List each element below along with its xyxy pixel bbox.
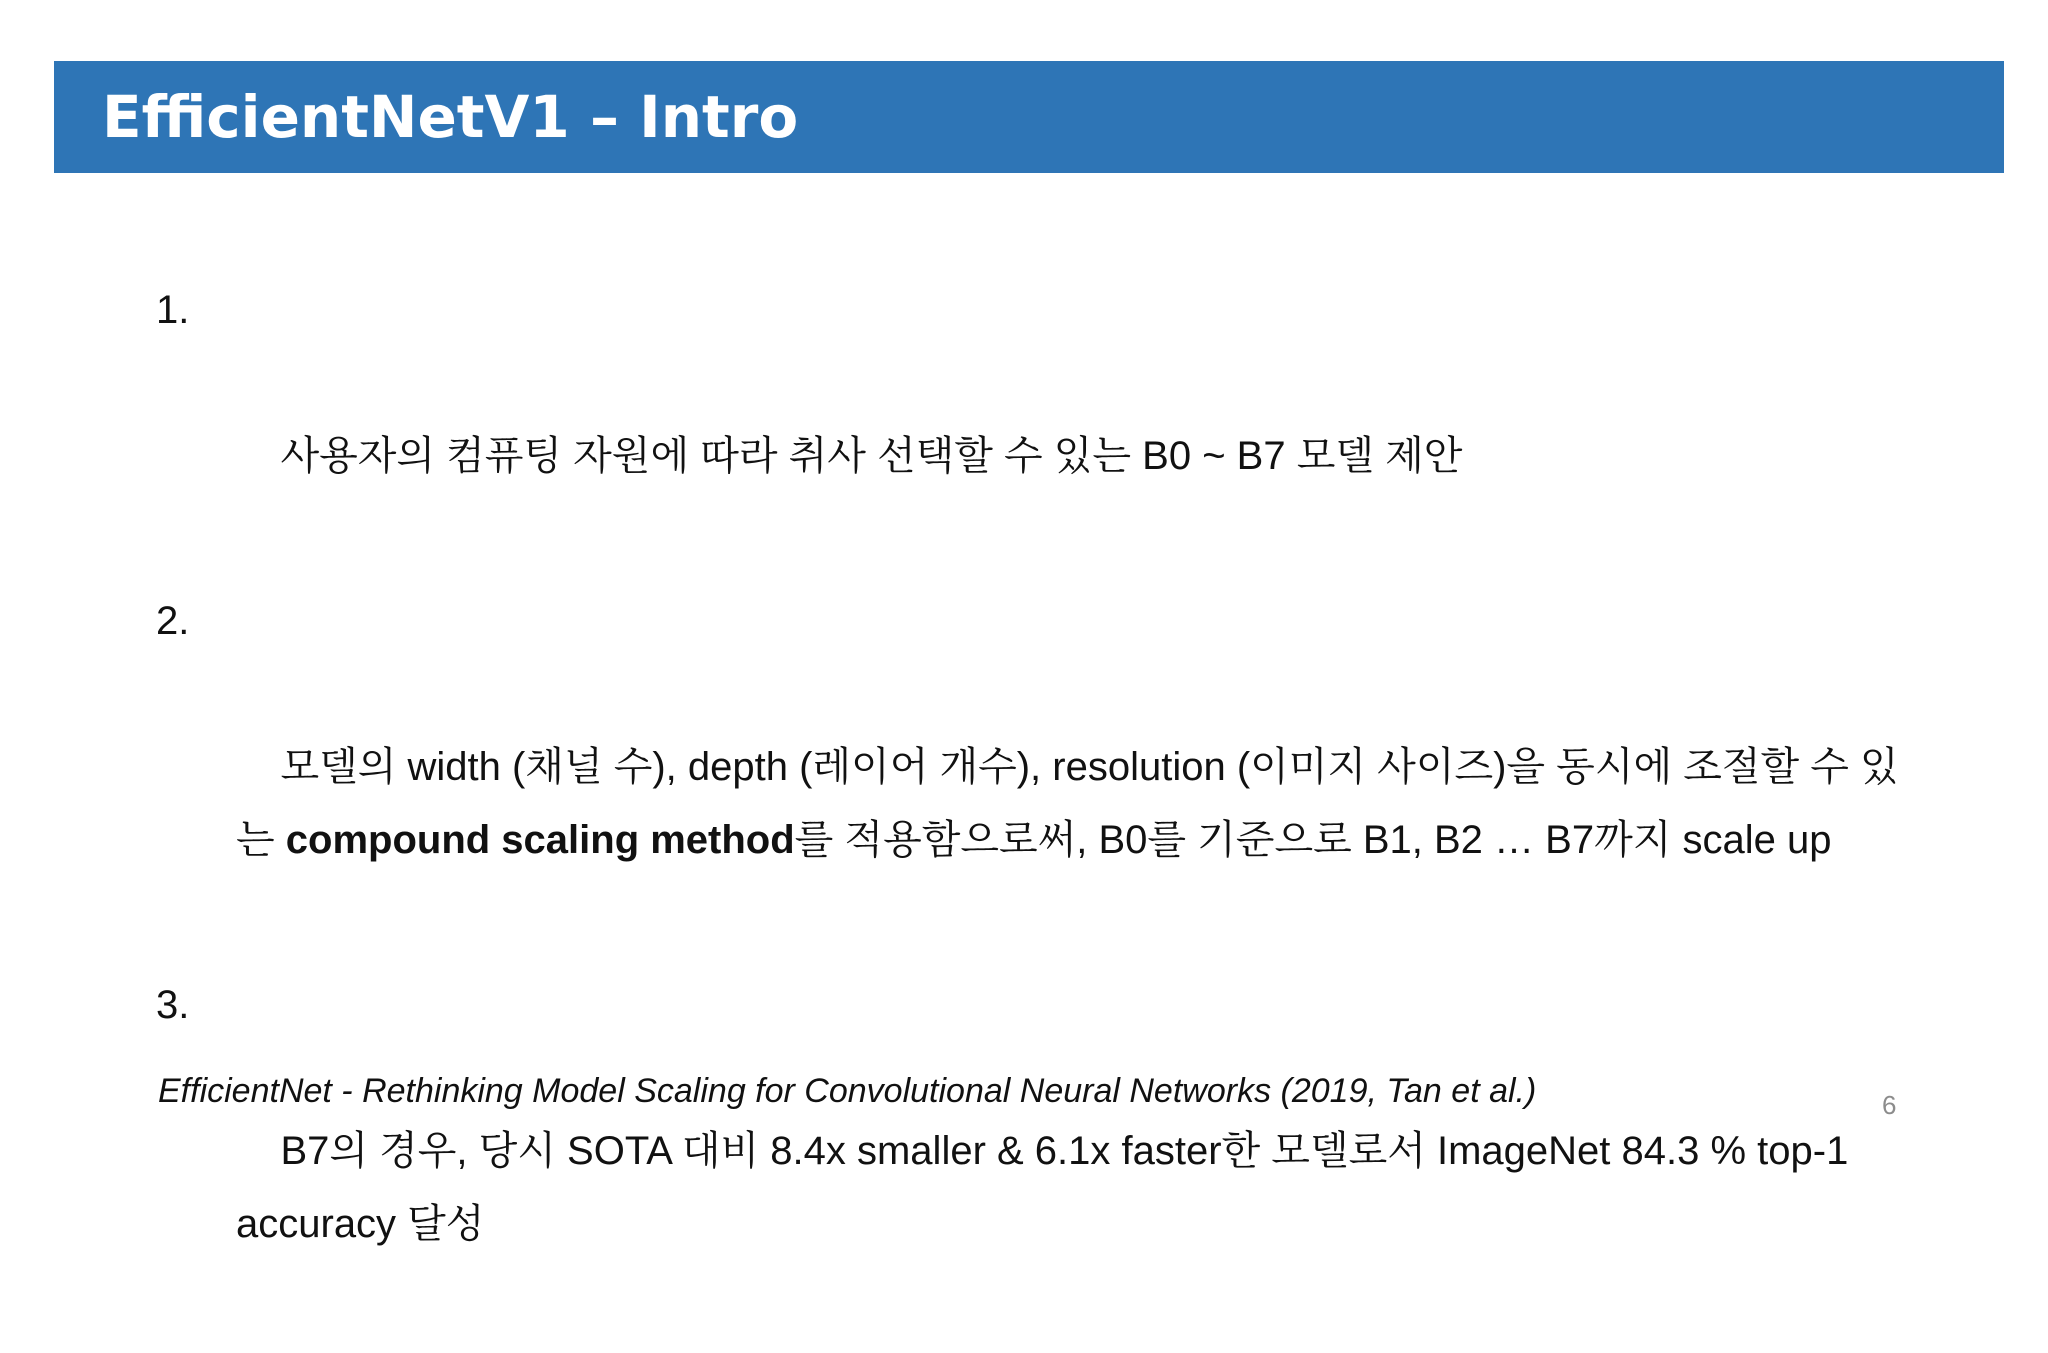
title-bar <box>54 61 2004 173</box>
bullet-list <box>156 274 1916 1353</box>
citation: EfficientNet - Rethinking Model Scaling for Convolutional Neural Networks (2019, Tan et al.) <box>158 1072 1537 1110</box>
item-text: 사용자의 컴퓨팅 자원에 따라 취사 선택할 수 있는 B0 ~ B7 모델 제안 <box>280 434 1463 478</box>
item-number: 1. <box>156 288 190 332</box>
item-number: 3. <box>156 983 190 1027</box>
item-text: B7의 경우, 당시 SOTA 대비 8.4x smaller & 6.1x faster한 모델로서 ImageNet 84.3 % top-1 accuracy 달성 <box>236 1129 1860 1246</box>
item-number: 2. <box>156 599 190 643</box>
item-text: 를 적용함으로써, B0를 기준으로 B1, B2 … B7까지 scale up <box>794 818 1832 862</box>
item-text: 모델의 width (채널 수), depth (레이어 개수), resolution (이미지 사이즈)을 동시에 조절할 수 있는 <box>236 745 1899 862</box>
item-text-bold: compound scaling method <box>285 818 795 862</box>
slide-title: EfficientNetV1 – Intro <box>102 83 799 151</box>
list-item <box>156 585 1916 950</box>
page-number: 6 <box>1882 1090 1897 1120</box>
list-item <box>156 274 1916 566</box>
